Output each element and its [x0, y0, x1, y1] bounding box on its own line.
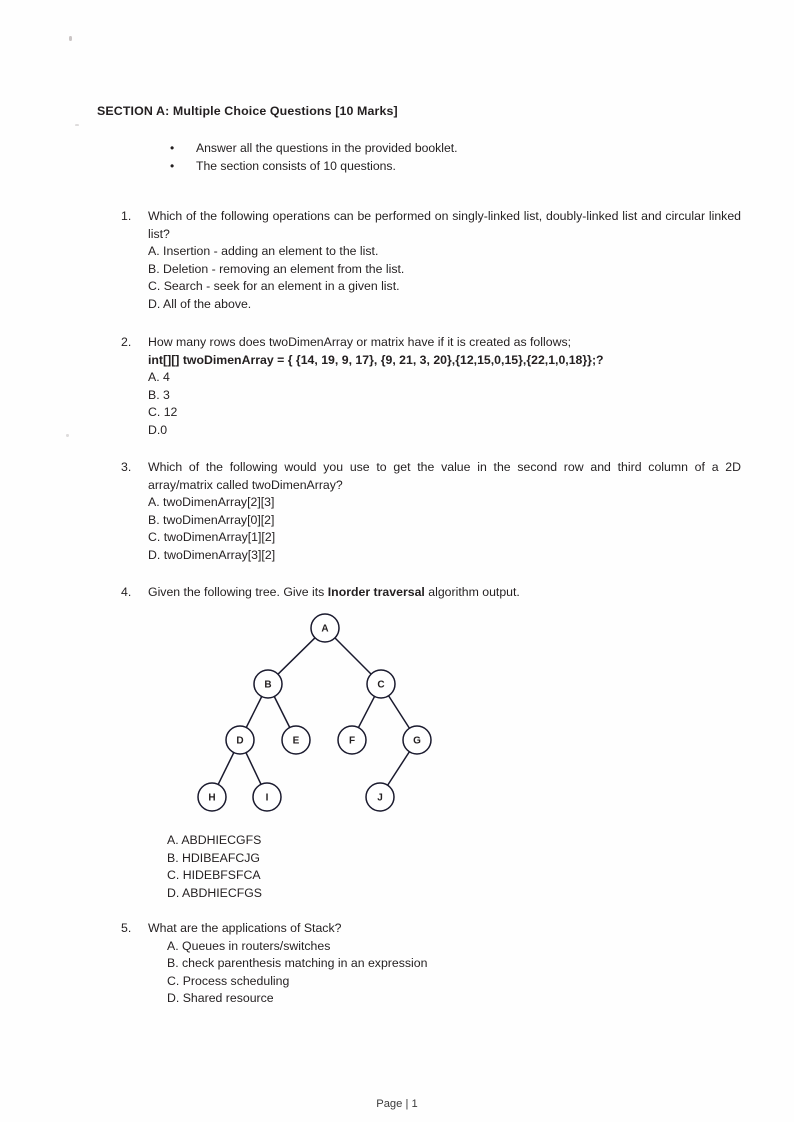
option-b[interactable]: B. HDIBEAFCJG [167, 850, 260, 865]
list-item [170, 140, 458, 158]
option-d[interactable]: D. All of the above. [148, 296, 252, 311]
question-statement [121, 334, 741, 352]
tree-node-a [311, 614, 339, 642]
tree-node-b [254, 670, 282, 698]
question-statement [121, 584, 741, 602]
tree-edge-g-j [388, 752, 410, 786]
option-b[interactable]: B. twoDimenArray[0][2] [148, 512, 275, 527]
question-text [148, 584, 741, 602]
tree-node-j [366, 783, 394, 811]
option-c[interactable]: C. 12 [148, 405, 178, 420]
option-c[interactable]: C. Search - seek for an element in a given list. [148, 279, 400, 294]
option-d[interactable]: D. Shared resource [167, 991, 274, 1006]
answer-options [167, 832, 741, 902]
question-statement [121, 920, 741, 938]
question-3 [121, 459, 741, 565]
option-c[interactable]: C. HIDEBFSFCA [167, 868, 261, 883]
instruction-text: The section consists of 10 questions. [196, 158, 396, 173]
tree-node-e [282, 726, 310, 754]
question-number: 4. [121, 585, 132, 599]
scan-speck [69, 36, 72, 41]
option-a[interactable]: A. 4 [148, 370, 170, 385]
binary-tree-diagram [180, 606, 450, 821]
code-snippet: int[][] twoDimenArray = { {14, 19, 9, 17}, {9, 21, 3, 20},{12,15,0,15},{22,1,0,18}};? [148, 352, 604, 367]
question-text: What are the applications of Stack? [148, 921, 342, 935]
tree-node-label: J [377, 792, 383, 804]
tree-edge-b-d [246, 697, 261, 728]
option-c[interactable]: C. Process scheduling [167, 973, 290, 988]
option-d[interactable]: D. ABDHIECFGS [167, 885, 262, 900]
option-a[interactable]: A. Queues in routers/switches [167, 938, 331, 953]
tree-node-d [226, 726, 254, 754]
tree-edge-c-g [389, 696, 410, 728]
question-number: 5. [121, 921, 132, 935]
question-number: 1. [121, 209, 132, 223]
tree-node-label: H [208, 792, 216, 804]
tree-node-label: F [348, 735, 356, 747]
tree-node-label: E [292, 735, 300, 747]
question-2 [121, 334, 741, 440]
question-number: 2. [121, 335, 132, 349]
tree-node-c [367, 670, 395, 698]
bullet-icon: • [170, 141, 175, 155]
question-4-options [121, 832, 741, 902]
option-b[interactable]: B. 3 [148, 387, 170, 402]
answer-options [148, 243, 741, 313]
tree-node-h [198, 783, 226, 811]
question-text: Which of the following operations can be performed on singly-linked list, doubly-linked list and circular linked list? [148, 209, 741, 241]
instructions-list [170, 140, 458, 175]
question-text: How many rows does twoDimenArray or matrix have if it is created as follows; [148, 335, 572, 349]
option-d[interactable]: D.0 [148, 422, 168, 437]
option-c[interactable]: C. twoDimenArray[1][2] [148, 530, 276, 545]
section-title: SECTION A: Multiple Choice Questions [10 Marks] [97, 104, 398, 118]
option-a[interactable]: A. twoDimenArray[2][3] [148, 495, 275, 510]
scan-speck [75, 124, 79, 126]
tree-edge-c-f [358, 696, 374, 727]
question-number: 3. [121, 460, 132, 474]
bullet-icon: • [170, 158, 175, 173]
option-b[interactable]: B. Deletion - removing an element from the list. [148, 261, 405, 276]
question-text-after: algorithm output. [424, 585, 520, 599]
option-d[interactable]: D. twoDimenArray[3][2] [148, 547, 276, 562]
question-text: Which of the following would you use to get the value in the second row and third column of a 2D array/matrix called twoDimenArray? [148, 460, 741, 492]
tree-svg [180, 606, 450, 821]
answer-options [167, 938, 741, 1008]
page-footer: Page | 1 [376, 1098, 418, 1110]
tree-edge-b-e [274, 697, 289, 728]
question-5 [121, 920, 741, 1008]
tree-node-g [403, 726, 431, 754]
tree-node-label: I [265, 792, 269, 804]
question-4 [121, 584, 741, 602]
tree-node-label: B [264, 679, 272, 691]
list-item [170, 158, 458, 176]
question-statement [121, 459, 741, 494]
answer-options [148, 494, 741, 564]
tree-node-label: D [236, 735, 244, 747]
question-text-emphasis: Inorder traversal [327, 585, 425, 599]
question-1 [121, 208, 741, 314]
instruction-text: Answer all the questions in the provided booklet. [196, 141, 458, 155]
option-b[interactable]: B. check parenthesis matching in an expression [167, 956, 428, 971]
tree-node-f [338, 726, 366, 754]
tree-node-i [253, 783, 281, 811]
tree-edge-d-h [218, 753, 234, 785]
option-a[interactable]: A. ABDHIECGFS [167, 833, 262, 847]
tree-node-label: A [321, 623, 329, 635]
tree-node-label: C [377, 679, 385, 691]
tree-edge-a-c [335, 638, 371, 674]
tree-node-label: G [413, 735, 421, 747]
question-text-before: Given the following tree. Give its [148, 585, 328, 599]
answer-options [148, 369, 741, 439]
scan-speck [66, 434, 69, 437]
tree-edge-d-i [246, 753, 261, 785]
option-a[interactable]: A. Insertion - adding an element to the list. [148, 244, 379, 259]
question-statement [121, 208, 741, 243]
tree-edge-a-b [278, 638, 315, 674]
